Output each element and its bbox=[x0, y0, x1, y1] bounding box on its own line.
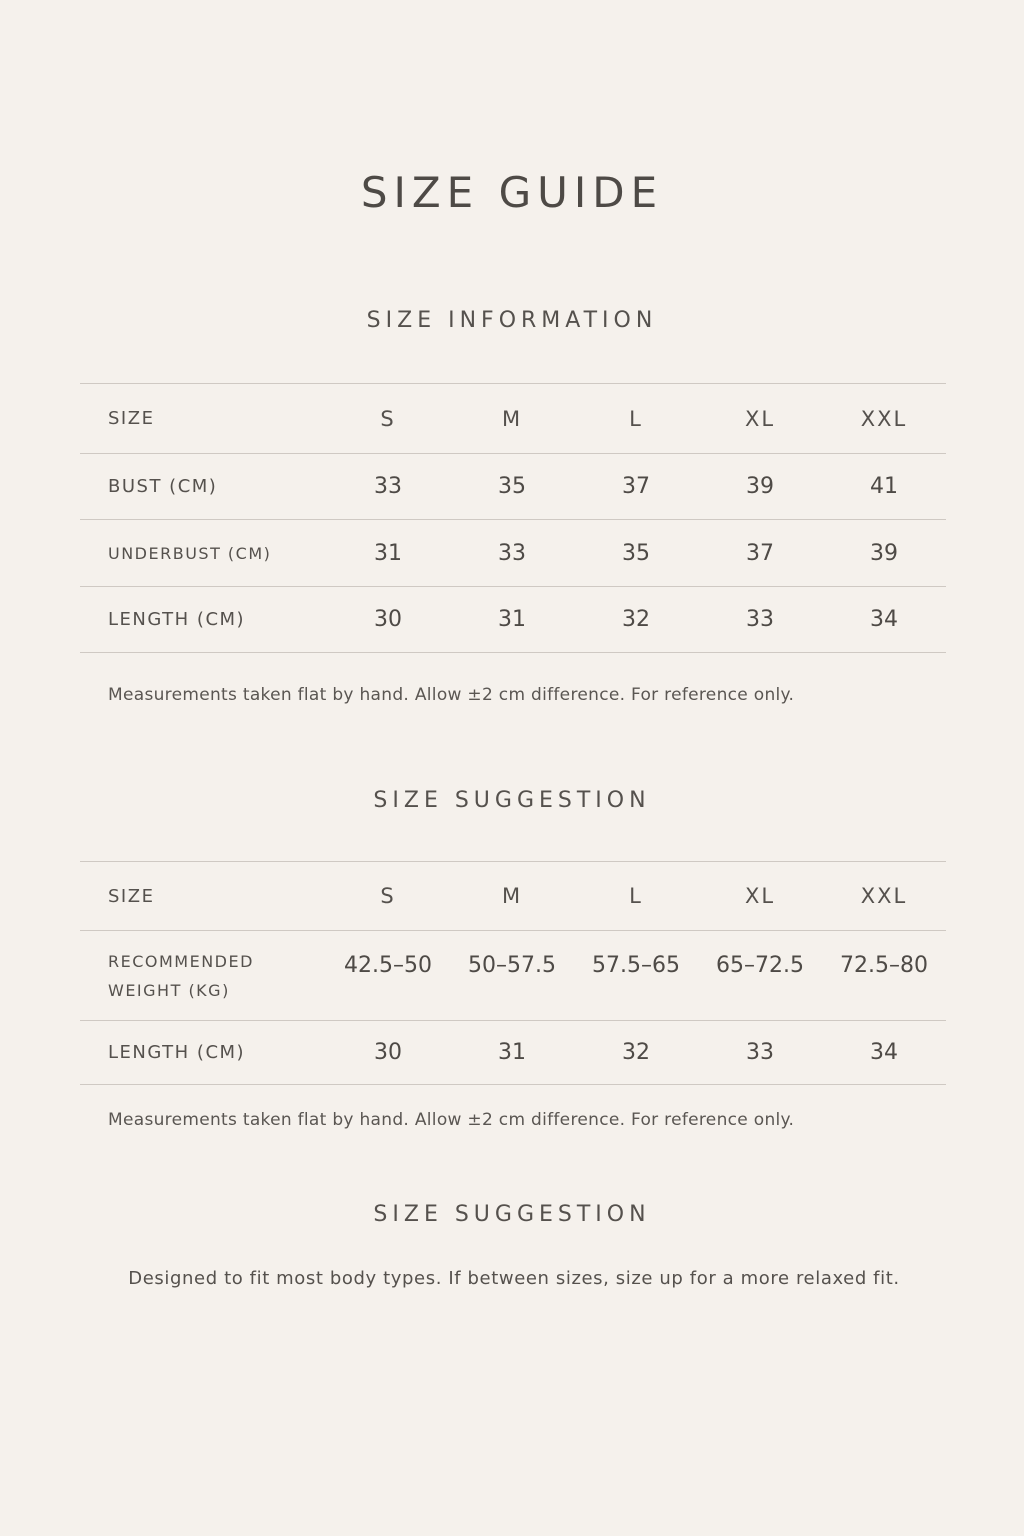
row-label-bust: BUST (CM) bbox=[108, 476, 218, 497]
table-cell: 31 bbox=[498, 1040, 526, 1065]
table-header-row bbox=[80, 862, 946, 931]
header-size-xxl: XXL bbox=[860, 406, 908, 431]
page-title: SIZE GUIDE bbox=[360, 168, 664, 217]
size-information-table bbox=[80, 383, 946, 653]
table-row bbox=[80, 587, 946, 653]
header-size-l: L bbox=[629, 884, 643, 908]
header-label: SIZE bbox=[108, 408, 155, 429]
table-cell: 41 bbox=[870, 474, 898, 499]
table-row bbox=[80, 931, 946, 1021]
header-size-s: S bbox=[380, 884, 396, 908]
table-cell: 42.5–50 bbox=[344, 953, 432, 978]
table-cell: 35 bbox=[498, 474, 526, 499]
header-label: SIZE bbox=[108, 885, 155, 907]
table-row bbox=[80, 520, 946, 587]
table-cell: 31 bbox=[374, 540, 402, 566]
table-header-row bbox=[80, 384, 946, 454]
size-suggestion-title: SIZE SUGGESTION bbox=[373, 788, 651, 813]
row-label-line: WEIGHT (KG) bbox=[108, 980, 230, 1000]
table-cell: 39 bbox=[746, 474, 774, 499]
table-cell: 37 bbox=[622, 474, 650, 499]
table-cell: 31 bbox=[498, 607, 526, 632]
table-cell: 33 bbox=[374, 474, 402, 499]
header-size-xl: XL bbox=[744, 884, 776, 908]
row-label-length: LENGTH (CM) bbox=[108, 1042, 246, 1063]
header-size-m: M bbox=[501, 406, 523, 431]
table-cell: 33 bbox=[746, 1040, 774, 1065]
table-cell: 39 bbox=[870, 540, 898, 566]
table-row bbox=[80, 1021, 946, 1085]
table-cell: 32 bbox=[622, 607, 650, 632]
row-label-length: LENGTH (CM) bbox=[108, 609, 246, 630]
table-cell: 35 bbox=[622, 540, 650, 566]
table-cell: 32 bbox=[622, 1040, 650, 1065]
row-label-line: RECOMMENDED bbox=[108, 951, 254, 971]
size-suggestion-table bbox=[80, 861, 946, 1085]
table-cell: 33 bbox=[498, 540, 526, 566]
table-row bbox=[80, 454, 946, 520]
table-cell: 50–57.5 bbox=[468, 953, 556, 978]
fit-section-title: SIZE SUGGESTION bbox=[373, 1202, 651, 1227]
row-label-underbust: UNDERBUST (CM) bbox=[108, 543, 272, 563]
table-cell: 34 bbox=[870, 1040, 898, 1065]
measurement-note: Measurements taken flat by hand. Allow ±2 cm difference. For reference only. bbox=[108, 685, 795, 705]
size-information-title: SIZE INFORMATION bbox=[366, 308, 658, 333]
header-size-l: L bbox=[629, 406, 643, 431]
header-size-xl: XL bbox=[744, 406, 776, 431]
table-cell: 30 bbox=[374, 607, 402, 632]
header-size-s: S bbox=[380, 406, 396, 431]
measurement-note: Measurements taken flat by hand. Allow ±2 cm difference. For reference only. bbox=[108, 1110, 795, 1130]
header-size-m: M bbox=[501, 884, 523, 908]
table-cell: 57.5–65 bbox=[592, 953, 680, 978]
table-cell: 34 bbox=[870, 607, 898, 632]
table-cell: 30 bbox=[374, 1040, 402, 1065]
row-label-recommended-weight bbox=[80, 947, 326, 1005]
table-cell: 65–72.5 bbox=[716, 953, 804, 978]
table-cell: 33 bbox=[746, 607, 774, 632]
header-size-xxl: XXL bbox=[860, 884, 908, 908]
table-cell: 72.5–80 bbox=[840, 953, 928, 978]
fit-description: Designed to fit most body types. If between sizes, size up for a more relaxed fit. bbox=[128, 1268, 900, 1289]
table-cell: 37 bbox=[746, 540, 774, 566]
